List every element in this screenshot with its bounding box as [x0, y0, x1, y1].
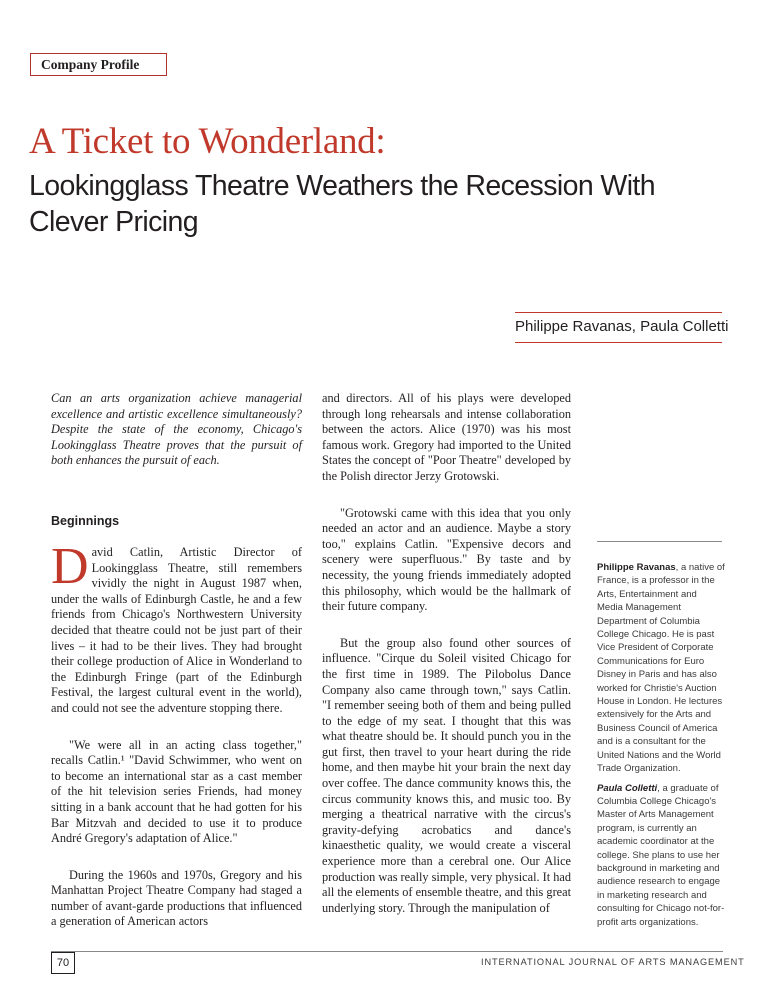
authors-bottom-rule: [515, 342, 722, 343]
body-paragraph-2: "We were all in an acting class together," recalls Catlin.¹ "David Schwimmer, who went on to become an international star as a cast member of the hit television series Friends, had money sitting in a bank account that he had gotten for his Bar Mitzvah and decided to use it to produce André Gregory's adaptation of Alice.": [51, 737, 302, 846]
section-label: Company Profile: [30, 53, 167, 76]
author-bio-2: Paula Colletti, a graduate of Columbia College Chicago's Master of Arts Management program, is currently an academic coordinator at the college. She plans to use her background in marketing and audience research to engage in marketing research and consulting for Chicago not-for-profit arts organizations.: [597, 782, 725, 928]
body-paragraph-5: "Grotowski came with this idea that you only needed an actor and an audience. Maybe a story too," explains Catlin. "Expensive decors and scenery were superfluous." By taste and by necessity, the young friends immediately adopted this philosophy, which would be the hallmark of their future company.: [322, 505, 571, 614]
body-paragraph-6: But the group also found other sources of influence. "Cirque du Soleil visited Chicago for the first time in 1989. The Pilobolus Dance Company also came through town," says Catlin. "I remember seeing both of them and being pulled to the edge of my seat. I thought that this was what theatre should be. It should punch you in the gut first, then travel to your heart during the ride home, and then maybe hit your brain the next day over coffee. The dance community knows this, the circus community knows this, and music too. By merging a theatrical narrative with the circus's gravity-defying acrobatics and dance's kinaesthetic quality, we would create a visceral experience more than a cerebral one. Our Alice production was really simple, very physical. It had all the elements of ensemble theatre, and this great underlying story. Through the manipulation of: [322, 635, 571, 915]
column-left-body: [51, 538, 302, 930]
author-bios-sidebar: [597, 561, 725, 935]
body-paragraph-3: During the 1960s and 1970s, Gregory and his Manhattan Project Theatre Company had staged a number of avant-garde productions that influenced a generation of American actors: [51, 867, 302, 929]
article-title: A Ticket to Wonderland:: [29, 121, 386, 162]
footer-rule: [51, 951, 723, 952]
article-subtitle: Lookingglass Theatre Weathers the Recession With Clever Pricing: [29, 170, 655, 238]
author-bio-1: Philippe Ravanas, a native of France, is a professor in the Arts, Entertainment and Media Management Department of Columbia College Chicago. He is past Vice President of Corporate Communications for Euro Disney in Paris and has also worked for Christie's Auction House in London. He lectures extensively for the Arts and Business Council of America and is a consultant for the United Nations and the World Trade Organization.: [597, 562, 725, 775]
column-left: [51, 391, 302, 469]
sidebar-rule: [597, 541, 722, 542]
body-paragraph-1: David Catlin, Artistic Director of Lookingglass Theatre, still remembers vividly the night in August 1987 when, under the walls of Edinburgh Castle, he and a few friends from Chicago's Northwestern University decided that theatre could not be just part of their lives – it had to be their lives. They had brought their college production of Alice in Wonderland to the Edinburgh Fringe (part of the Edinburgh Festival, the largest cultural event in the world), and could not see the adventure stopping there.: [51, 538, 302, 715]
drop-cap: D: [51, 538, 89, 595]
column-middle: [322, 391, 571, 916]
bio-1-name: Philippe Ravanas: [597, 562, 676, 573]
bio-2-name: Paula Colletti: [597, 782, 658, 794]
article-authors: Philippe Ravanas, Paula Colletti: [515, 318, 729, 335]
authors-top-rule: [515, 312, 722, 313]
journal-name: INTERNATIONAL JOURNAL OF ARTS MANAGEMENT: [481, 957, 745, 967]
intro-paragraph: Can an arts organization achieve managerial excellence and artistic excellence simultaneously? Despite the state of the economy, Chicago's Lookingglass Theatre proves that the pursuit of both enhances the pursuit of each.: [51, 391, 302, 468]
page-number: 70: [51, 952, 75, 974]
body-paragraph-4: and directors. All of his plays were developed through long rehearsals and intense collaboration between the actors. Alice (1970) was his most famous work. Gregory had imported to the United States the concept of "Poor Theatre" developed by the Polish director Jerzy Grotowski.: [322, 391, 571, 483]
section-heading-beginnings: Beginnings: [51, 514, 120, 528]
